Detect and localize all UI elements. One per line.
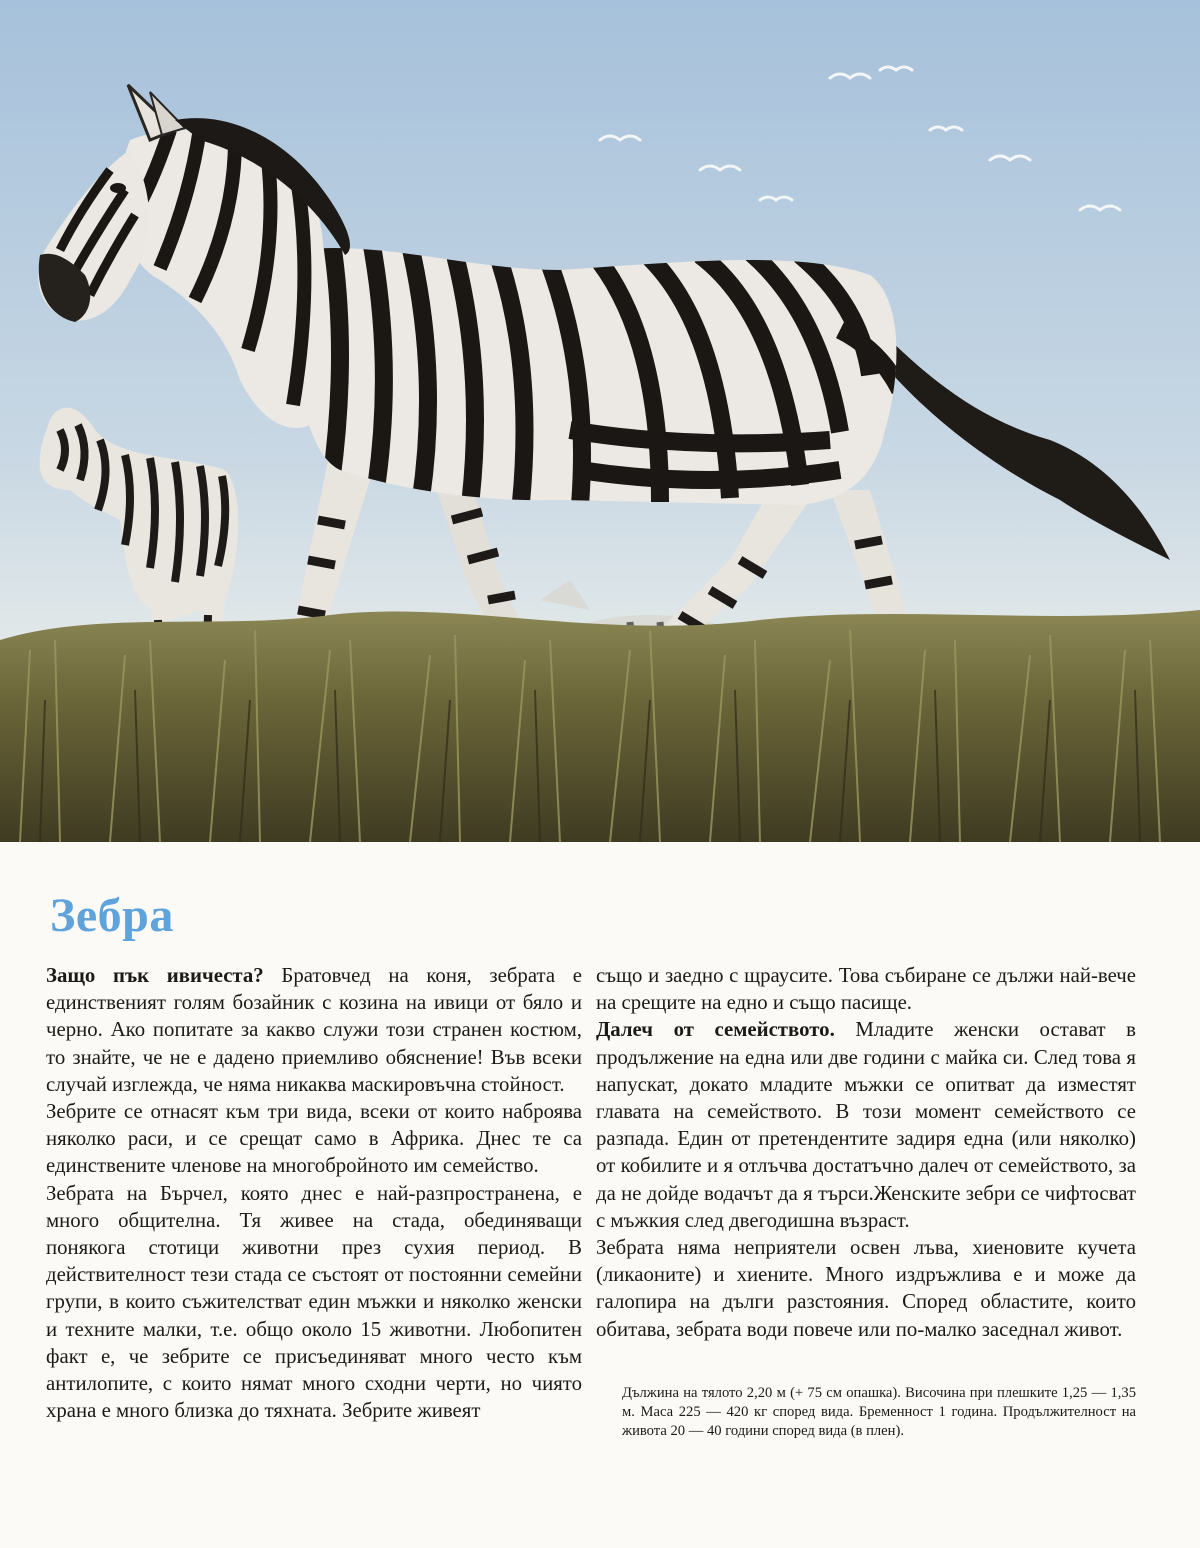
paragraph: [46, 962, 582, 1098]
article-title: Зебра: [50, 889, 174, 942]
paragraph: Зебрата няма неприятели освен лъва, хиеновите кучета (ликаоните) и хиените. Много издръжлива е и може да галопира на дълги разстояния. Според областите, които обитава, зебрата води повече или по-малко заседнал живот.: [596, 1236, 1136, 1341]
paragraph: [596, 1016, 1136, 1234]
text-column-left: [46, 962, 582, 1424]
paragraph-text: Братовчед на коня, зебрата е единственият голям бозайник с козина на ивици от бяло и черно. Ако попитате за какво служи този странен костюм, то знайте, че не е дадено приемливо обяснение! Във всеки случай изглежда, че няма никаква маскировъчна стойност.: [46, 964, 583, 1096]
facts-box: Дължина на тялото 2,20 м (+ 75 см опашка). Височина при плешките 1,25 — 1,35 м. Маса 225 — 420 кг според вида. Бременност 1 година. Продължителност на живота 20 — 40 години според вида (в плен).: [622, 1385, 1136, 1440]
text-column-right: [596, 962, 1136, 1343]
paragraph-text: Младите женски остават в продължение на една или две години с майка си. След това я напускат, докато младите мъжки се опитват да изместят главата на семейството. В този момент семейството се разпада. Един от претендентите задиря една (или няколко) от кобилите и я отлъчва достатъчно далеч от семейството, за да не дойде водачът да я търси.Женските зебри се чифтосват с мъжкия след двегодишна възраст.: [596, 1018, 1136, 1232]
paragraph: Зебрите се отнасят към три вида, всеки от които наброява няколко раси, и се срещат само в Африка. Днес те са единствените членове на многобройното им семейство.: [46, 1100, 582, 1178]
paragraph: също и заедно с щраусите. Това събиране се дължи най-вече на срещите на едно и също пасище.: [596, 964, 1136, 1015]
section-heading: Далеч от семейството.: [596, 1018, 835, 1042]
paragraph: Зебрата на Бърчел, която днес е най-разпространена, е много общителна. Тя живее на стада, обединяващи понякога стотици животни през сухия период. В действителност тези стада се състоят от постоянни семейни групи, в които съжителстват един мъжки и няколко женски и техните малки, т.е. общо около 15 животни. Любопитен факт е, че зебрите се присъединяват много често към антилопите, с които нямат много сходни черти, но чиято храна е много близка до тяхната. Зебрите живеят: [46, 1181, 582, 1423]
section-heading: Защо пък ивичеста?: [46, 964, 264, 987]
